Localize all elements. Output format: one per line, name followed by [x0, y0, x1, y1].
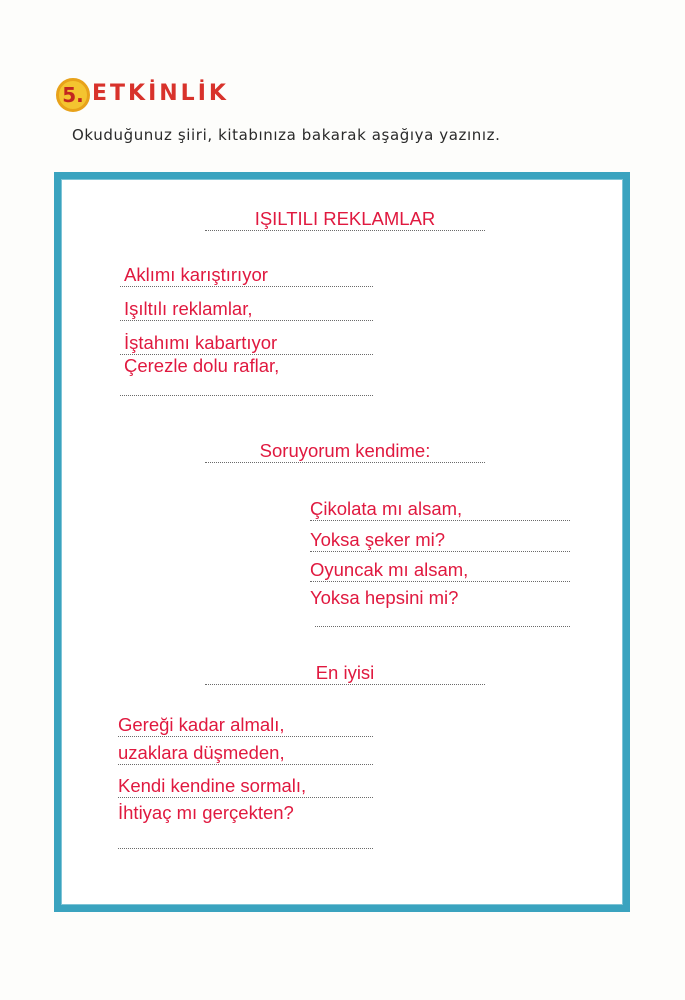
- stanza3-line-blank[interactable]: [118, 827, 373, 849]
- stanza2-line-4[interactable]: Yoksa hepsini mi?: [310, 587, 459, 608]
- stanza3-line-3[interactable]: Kendi kendine sormalı,: [118, 776, 373, 798]
- stanza2-line-blank[interactable]: [315, 605, 570, 627]
- stanza1-line-blank[interactable]: [120, 374, 373, 396]
- stanza1-line-1[interactable]: Aklımı karıştırıyor: [120, 265, 373, 287]
- stanza2-line-3[interactable]: Oyuncak mı alsam,: [310, 560, 570, 582]
- activity-title: ETKİNLİK: [92, 81, 229, 106]
- stanza3-title-line[interactable]: En iyisi: [205, 663, 485, 685]
- stanza2-title-line[interactable]: Soruyorum kendime:: [205, 441, 485, 463]
- stanza1-line-4[interactable]: Çerezle dolu raflar,: [124, 355, 280, 376]
- poem-title-line[interactable]: IŞILTILI REKLAMLAR: [205, 209, 485, 231]
- instruction-text: Okuduğunuz şiiri, kitabınıza bakarak aşağıya yazınız.: [72, 126, 501, 144]
- stanza3-line-1[interactable]: Gereği kadar almalı,: [118, 715, 373, 737]
- stanza3-line-2[interactable]: uzaklara düşmeden,: [118, 743, 373, 765]
- stanza1-line-3[interactable]: İştahımı kabartıyor: [120, 333, 373, 355]
- activity-number-badge: 5.: [56, 78, 90, 112]
- stanza2-line-2[interactable]: Yoksa şeker mi?: [310, 530, 570, 552]
- stanza3-line-4[interactable]: İhtiyaç mı gerçekten?: [118, 802, 294, 823]
- stanza1-line-2[interactable]: Işıltılı reklamlar,: [120, 299, 373, 321]
- stanza2-line-1[interactable]: Çikolata mı alsam,: [310, 499, 570, 521]
